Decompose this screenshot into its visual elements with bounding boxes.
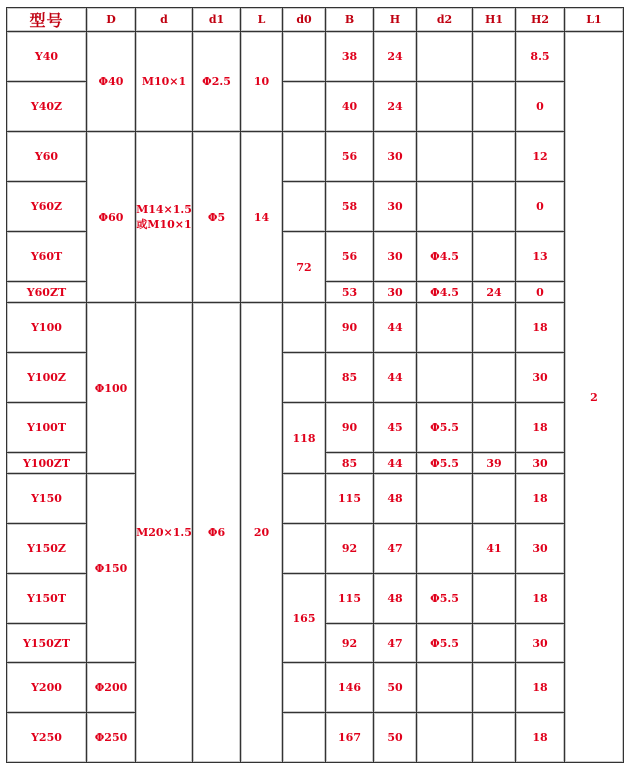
B-cell: 85 xyxy=(326,353,374,403)
model-cell: Y60Z xyxy=(7,182,87,232)
model-cell: Y40 xyxy=(7,32,87,82)
H1-cell xyxy=(473,574,516,624)
d1-cell: Φ6 xyxy=(193,303,241,763)
d2-cell xyxy=(417,524,473,574)
H1-cell xyxy=(473,232,516,282)
B-cell: 56 xyxy=(326,132,374,182)
d-cell xyxy=(136,132,193,303)
d0-cell: 118 xyxy=(283,403,326,474)
B-cell: 146 xyxy=(326,663,374,713)
D-cell: Φ40 xyxy=(87,32,136,132)
d2-cell xyxy=(417,713,473,763)
H2-cell: 30 xyxy=(516,353,565,403)
H2-cell: 30 xyxy=(516,453,565,474)
d2-cell xyxy=(417,132,473,182)
model-cell: Y100 xyxy=(7,303,87,353)
H1-cell: 39 xyxy=(473,453,516,474)
d2-cell xyxy=(417,182,473,232)
header-H1: H1 xyxy=(473,8,516,32)
H-cell: 30 xyxy=(374,282,417,303)
header-d: d xyxy=(136,8,193,32)
H1-cell xyxy=(473,663,516,713)
d2-cell xyxy=(417,32,473,82)
H2-cell: 18 xyxy=(516,403,565,453)
H1-cell xyxy=(473,353,516,403)
d0-cell xyxy=(283,353,326,403)
d0-cell xyxy=(283,32,326,82)
H1-cell xyxy=(473,713,516,763)
model-cell: Y40Z xyxy=(7,82,87,132)
H1-cell xyxy=(473,182,516,232)
header-B: B xyxy=(326,8,374,32)
H-cell: 30 xyxy=(374,132,417,182)
table-row xyxy=(7,32,624,82)
d2-cell: Φ4.5 xyxy=(417,282,473,303)
d2-cell: Φ5.5 xyxy=(417,403,473,453)
H2-cell: 18 xyxy=(516,574,565,624)
B-cell: 115 xyxy=(326,474,374,524)
H2-cell: 18 xyxy=(516,663,565,713)
B-cell: 167 xyxy=(326,713,374,763)
H-cell: 48 xyxy=(374,474,417,524)
D-cell: Φ150 xyxy=(87,474,136,663)
H-cell: 47 xyxy=(374,624,417,663)
header-D: D xyxy=(87,8,136,32)
header-row xyxy=(7,8,624,32)
H-cell: 50 xyxy=(374,663,417,713)
model-cell: Y250 xyxy=(7,713,87,763)
B-cell: 92 xyxy=(326,624,374,663)
model-cell: Y100ZT xyxy=(7,453,87,474)
H1-cell xyxy=(473,403,516,453)
header-H2: H2 xyxy=(516,8,565,32)
d2-cell: Φ5.5 xyxy=(417,624,473,663)
model-cell: Y60 xyxy=(7,132,87,182)
H2-cell: 18 xyxy=(516,303,565,353)
L-cell: 20 xyxy=(241,303,283,763)
d1-cell: Φ5 xyxy=(193,132,241,303)
B-cell: 38 xyxy=(326,32,374,82)
header-d1: d1 xyxy=(193,8,241,32)
table-row xyxy=(7,303,624,353)
d-cell: M20×1.5 xyxy=(136,303,193,763)
table-row xyxy=(7,663,624,713)
d0-cell xyxy=(283,182,326,232)
header-H: H xyxy=(374,8,417,32)
H-cell: 30 xyxy=(374,182,417,232)
d2-cell xyxy=(417,353,473,403)
d0-cell xyxy=(283,474,326,524)
spec-table xyxy=(6,7,624,763)
H1-cell xyxy=(473,132,516,182)
d0-cell xyxy=(283,132,326,182)
model-cell: Y150ZT xyxy=(7,624,87,663)
D-cell: Φ250 xyxy=(87,713,136,763)
d2-cell: Φ4.5 xyxy=(417,232,473,282)
H-cell: 24 xyxy=(374,32,417,82)
H-cell: 47 xyxy=(374,524,417,574)
B-cell: 90 xyxy=(326,303,374,353)
H1-cell xyxy=(473,474,516,524)
D-cell: Φ100 xyxy=(87,303,136,474)
header-d0: d0 xyxy=(283,8,326,32)
d0-cell xyxy=(283,663,326,713)
B-cell: 92 xyxy=(326,524,374,574)
H2-cell: 0 xyxy=(516,282,565,303)
model-cell: Y100Z xyxy=(7,353,87,403)
d2-cell xyxy=(417,303,473,353)
B-cell: 58 xyxy=(326,182,374,232)
B-cell: 90 xyxy=(326,403,374,453)
H-cell: 30 xyxy=(374,232,417,282)
H2-cell: 30 xyxy=(516,624,565,663)
d0-cell xyxy=(283,524,326,574)
table-row xyxy=(7,132,624,182)
model-cell: Y60ZT xyxy=(7,282,87,303)
B-cell: 53 xyxy=(326,282,374,303)
H2-cell: 0 xyxy=(516,182,565,232)
B-cell: 40 xyxy=(326,82,374,132)
H-cell: 45 xyxy=(374,403,417,453)
d-line-1: M14×1.5 xyxy=(136,202,192,216)
L-cell: 14 xyxy=(241,132,283,303)
B-cell: 115 xyxy=(326,574,374,624)
d-cell: M10×1 xyxy=(136,32,193,132)
H-cell: 24 xyxy=(374,82,417,132)
d0-cell xyxy=(283,303,326,353)
d0-cell: 72 xyxy=(283,232,326,303)
H1-cell xyxy=(473,303,516,353)
d2-cell: Φ5.5 xyxy=(417,453,473,474)
B-cell: 56 xyxy=(326,232,374,282)
H1-cell xyxy=(473,624,516,663)
H-cell: 44 xyxy=(374,303,417,353)
B-cell: 85 xyxy=(326,453,374,474)
header-L1: L1 xyxy=(565,8,624,32)
model-cell: Y150 xyxy=(7,474,87,524)
d2-cell xyxy=(417,82,473,132)
d0-cell xyxy=(283,82,326,132)
H2-cell: 13 xyxy=(516,232,565,282)
model-cell: Y200 xyxy=(7,663,87,713)
model-cell: Y60T xyxy=(7,232,87,282)
H2-cell: 30 xyxy=(516,524,565,574)
table-row xyxy=(7,474,624,524)
H-cell: 48 xyxy=(374,574,417,624)
H1-cell xyxy=(473,32,516,82)
H2-cell: 8.5 xyxy=(516,32,565,82)
model-cell: Y100T xyxy=(7,403,87,453)
d2-cell xyxy=(417,663,473,713)
H1-cell xyxy=(473,82,516,132)
model-cell: Y150T xyxy=(7,574,87,624)
L1-cell: 2 xyxy=(565,32,624,763)
H2-cell: 18 xyxy=(516,474,565,524)
d-line-2: 或M10×1 xyxy=(136,217,192,231)
header-model: 型号 xyxy=(7,8,87,32)
H-cell: 44 xyxy=(374,453,417,474)
d2-cell xyxy=(417,474,473,524)
d0-cell xyxy=(283,713,326,763)
H-cell: 50 xyxy=(374,713,417,763)
d1-cell: Φ2.5 xyxy=(193,32,241,132)
D-cell: Φ200 xyxy=(87,663,136,713)
H2-cell: 18 xyxy=(516,713,565,763)
table-row xyxy=(7,713,624,763)
d0-cell: 165 xyxy=(283,574,326,663)
L-cell: 10 xyxy=(241,32,283,132)
header-L: L xyxy=(241,8,283,32)
H1-cell: 24 xyxy=(473,282,516,303)
model-cell: Y150Z xyxy=(7,524,87,574)
H1-cell: 41 xyxy=(473,524,516,574)
H2-cell: 12 xyxy=(516,132,565,182)
H2-cell: 0 xyxy=(516,82,565,132)
header-d2: d2 xyxy=(417,8,473,32)
D-cell: Φ60 xyxy=(87,132,136,303)
d2-cell: Φ5.5 xyxy=(417,574,473,624)
H-cell: 44 xyxy=(374,353,417,403)
